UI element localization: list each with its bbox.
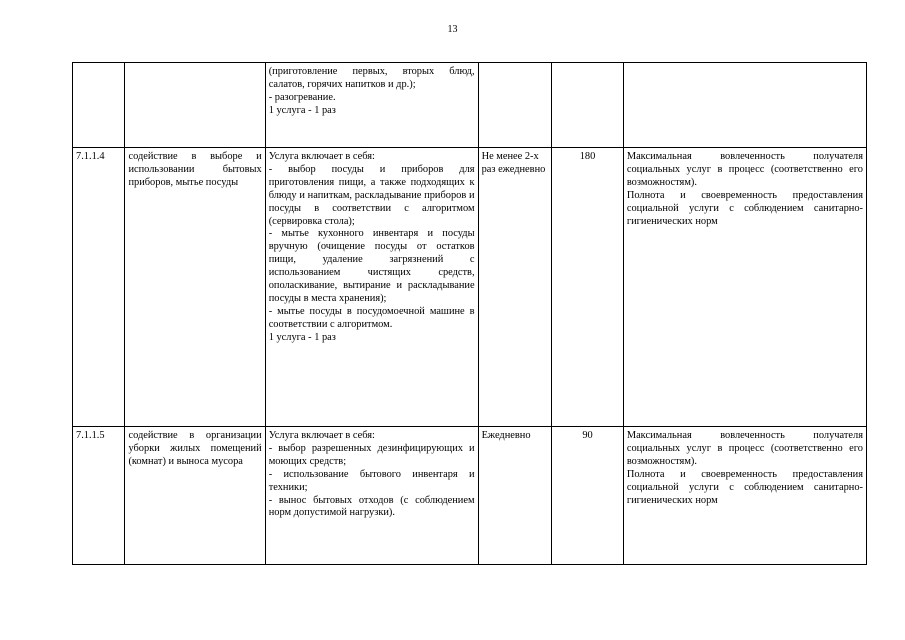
service-code-cell [73, 63, 125, 148]
volume-cell: 180 [552, 148, 624, 427]
service-name-cell [125, 63, 265, 148]
service-description-cell [265, 63, 478, 148]
service-description-cell-line: - выбор разрешенных дезинфицирующих и моющих средств; [268, 442, 475, 467]
criteria-cell-line: Максимальная вовлеченность получателя социальных услуг в процесс (соответственно его возможностям). [626, 430, 863, 467]
frequency-cell [478, 148, 552, 427]
service-description-cell [265, 148, 478, 427]
service-description-cell-line: Услуга включает в себя: [268, 151, 375, 162]
service-name-cell [125, 148, 265, 427]
page-number: 13 [447, 24, 458, 35]
criteria-cell-line: Полнота и своевременность предоставления социальной услуги с соблюдением санитарно-гигиенических норм [626, 468, 863, 506]
service-description-cell-line: Услуга включает в себя: [268, 430, 375, 441]
services-table [72, 62, 867, 565]
criteria-cell-line: Полнота и своевременность предоставления социальной услуги с соблюдением санитарно-гигиенических норм [626, 189, 863, 227]
service-name-cell-line: содействие в организации уборки жилых помещений (комнат) и выноса мусора [128, 430, 262, 467]
criteria-cell [623, 427, 866, 565]
service-description-cell-line: - мытье посуды в посудомоечной машине в соответствии с алгоритмом. [268, 305, 475, 330]
frequency-cell-line: Ежедневно [481, 430, 531, 441]
frequency-cell [478, 427, 552, 565]
service-name-cell-line: содействие в выборе и использовании бытовых приборов, мытье посуды [128, 151, 262, 188]
service-code-cell: 7.1.1.4 [73, 148, 125, 427]
service-description-cell-line: (приготовление первых, вторых блюд, салатов, горячих напитков и др.); [268, 66, 475, 90]
table-body [73, 63, 867, 565]
service-description-cell-line: 1 услуга - 1 раз [268, 331, 336, 343]
volume-cell: 90 [552, 427, 624, 565]
service-code-cell: 7.1.1.5 [73, 427, 125, 565]
service-description-cell-line: - выбор посуды и приборов для приготовления пищи, а также подходящих к блюду и напиткам, раскладывание приборов и посуды в соответствии с алгоритмом (сервировка стола); [268, 163, 475, 227]
service-description-cell [265, 427, 478, 565]
table-row [73, 148, 867, 427]
service-description-cell-line: - разогревание. [268, 91, 336, 103]
criteria-cell-line: Максимальная вовлеченность получателя социальных услуг в процесс (соответственно его возможностям). [626, 151, 863, 188]
service-description-cell-line: - мытье кухонного инвентаря и посуды вручную (очищение посуды от остатков пищи, удаление загрязнений с использованием чистящих средств, ополаскивание, вытирание и раскладывание посуды в места хранения); [268, 228, 475, 304]
service-name-cell [125, 427, 265, 565]
service-description-cell-line: - вынос бытовых отходов (с соблюдением норм допустимой нагрузки). [268, 494, 475, 519]
service-description-cell-line: - использование бытового инвентаря и техники; [268, 468, 475, 493]
volume-cell [552, 63, 624, 148]
table-row [73, 427, 867, 565]
frequency-cell [478, 63, 552, 148]
criteria-cell [623, 63, 866, 148]
service-description-cell-line: 1 услуга - 1 раз [268, 104, 336, 116]
table-row [73, 63, 867, 148]
criteria-cell [623, 148, 866, 427]
frequency-cell-line: Не менее 2-х раз ежедневно [481, 151, 546, 175]
